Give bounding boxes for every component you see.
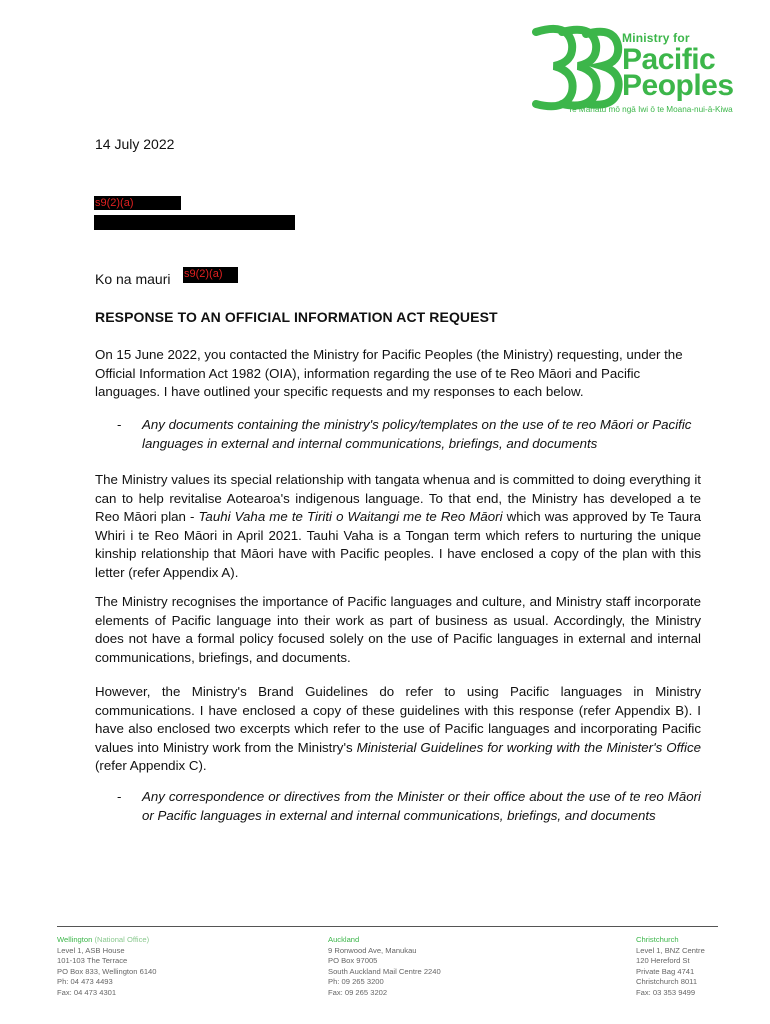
- paragraph-text: The Ministry values its special relationship with tangata whenua and is committed to doing everything it can to help revitalise Aotearoa's indigenous language. To that end, the Ministry has developed a te Reo Māori plan -: [95, 472, 701, 524]
- office-phone: Ph: 09 265 3200: [328, 977, 384, 987]
- paragraph-text: (refer Appendix C).: [95, 758, 207, 773]
- intro-paragraph: On 15 June 2022, you contacted the Ministry for Pacific Peoples (the Ministry) requesting, under the Official Information Act 1982 (OIA), information regarding the use of te Reo Māori and Pacific languages. I have outlined your specific requests and my responses to each below.: [95, 347, 683, 399]
- office-line: South Auckland Mail Centre 2240: [328, 966, 441, 976]
- office-phone: Ph: 04 473 4493: [57, 977, 113, 987]
- office-line: Level 1, ASB House: [57, 945, 125, 955]
- office-line: Level 1, BNZ Centre: [636, 945, 705, 955]
- greeting: [95, 271, 170, 287]
- bullet-dash: -: [117, 417, 122, 432]
- paragraph-text: which was approved by Te Taura Whiri i te Reo Māori in April 2021. Tauhi Vaha is a Tongan term which refers to nurturing the unique kinship relationship that Māori have with Pacific peoples. I have enclosed a copy of the plan with this letter (refer Appendix A).: [95, 509, 701, 580]
- wordmark-line-3: Peoples: [622, 69, 734, 102]
- plan-title: Tauhi Vaha me te Tiriti o Waitangi me te Reo Māori: [198, 509, 503, 524]
- paragraph-pacific-languages: The Ministry recognises the importance of Pacific languages and culture, and Ministry staff incorporate elements of Pacific language into their work as part of business as usual. Accordingly, the Ministry does not have a formal policy focused solely on the use of Pacific languages in external and internal communications, briefings, and documents.: [95, 594, 701, 665]
- office-fax: Fax: 03 353 9499: [636, 987, 696, 997]
- office-line: PO Box 833, Wellington 6140: [57, 966, 157, 976]
- office-fax: Fax: 04 473 4301: [57, 987, 117, 997]
- letter-date: 14 July 2022: [95, 136, 175, 152]
- pacific-peoples-emblem-icon: [528, 22, 624, 112]
- redaction-label: s9(2)(a): [184, 268, 223, 280]
- request-item-text: Any correspondence or directives from the Minister or their office about the use of te reo Māori or Pacific languages in external and internal communications, briefings, and documents: [142, 789, 701, 823]
- bullet-dash: -: [117, 789, 122, 804]
- request-item-1: [117, 416, 701, 453]
- letter-heading: RESPONSE TO AN OFFICIAL INFORMATION ACT REQUEST: [95, 309, 498, 325]
- paragraph-reo-maori-plan: [95, 471, 701, 582]
- redaction-address: [94, 215, 295, 230]
- redaction-greeting-name: [183, 267, 238, 283]
- office-name: Wellington (National Office): [57, 935, 150, 944]
- office-line: PO Box 97005: [328, 956, 378, 966]
- footer-office-wellington: [57, 935, 157, 999]
- paragraph-text: However, the Ministry's Brand Guidelines do refer to using Pacific languages in Ministry communications. I have enclosed a copy of these guidelines with this response (refer Appendix B). I have also enclosed two excerpts which refer to the use of Pacific languages and incorporating Pacific values into Ministry work from the Ministry's: [95, 684, 701, 755]
- footer-office-christchurch: [636, 935, 705, 999]
- footer-office-auckland: [328, 935, 441, 999]
- office-line: 120 Hereford St: [636, 956, 690, 966]
- logo-tagline: Te Manatū mō ngā Iwi ō te Moana-nui-ā-Kiwa: [568, 105, 733, 114]
- paragraph-brand-guidelines: [95, 683, 701, 776]
- greeting-text: Ko na mauri: [95, 271, 171, 287]
- footer-divider: [57, 926, 718, 927]
- ministry-wordmark: [622, 32, 734, 101]
- request-item-text: Any documents containing the ministry's policy/templates on the use of te reo Māori or Pacific languages in external and internal communications, briefings, and documents: [142, 417, 692, 451]
- wordmark-line-1: Ministry for: [622, 31, 690, 45]
- office-fax: Fax: 09 265 3202: [328, 987, 388, 997]
- wordmark-line-2: Pacific: [622, 43, 716, 76]
- request-item-2: [117, 788, 701, 825]
- office-line: Christchurch 8011: [636, 977, 698, 987]
- redaction-name: [94, 196, 181, 210]
- office-line: 9 Ronwood Ave, Manukau: [328, 945, 417, 955]
- office-line: Private Bag 4741: [636, 966, 695, 976]
- guidelines-title: Ministerial Guidelines for working with the Minister's Office: [356, 739, 701, 755]
- office-name: Auckland: [328, 935, 360, 944]
- office-line: 101-103 The Terrace: [57, 956, 128, 966]
- office-name: Christchurch: [636, 935, 679, 944]
- redaction-label: s9(2)(a): [95, 197, 134, 209]
- ministry-logo: [528, 22, 748, 120]
